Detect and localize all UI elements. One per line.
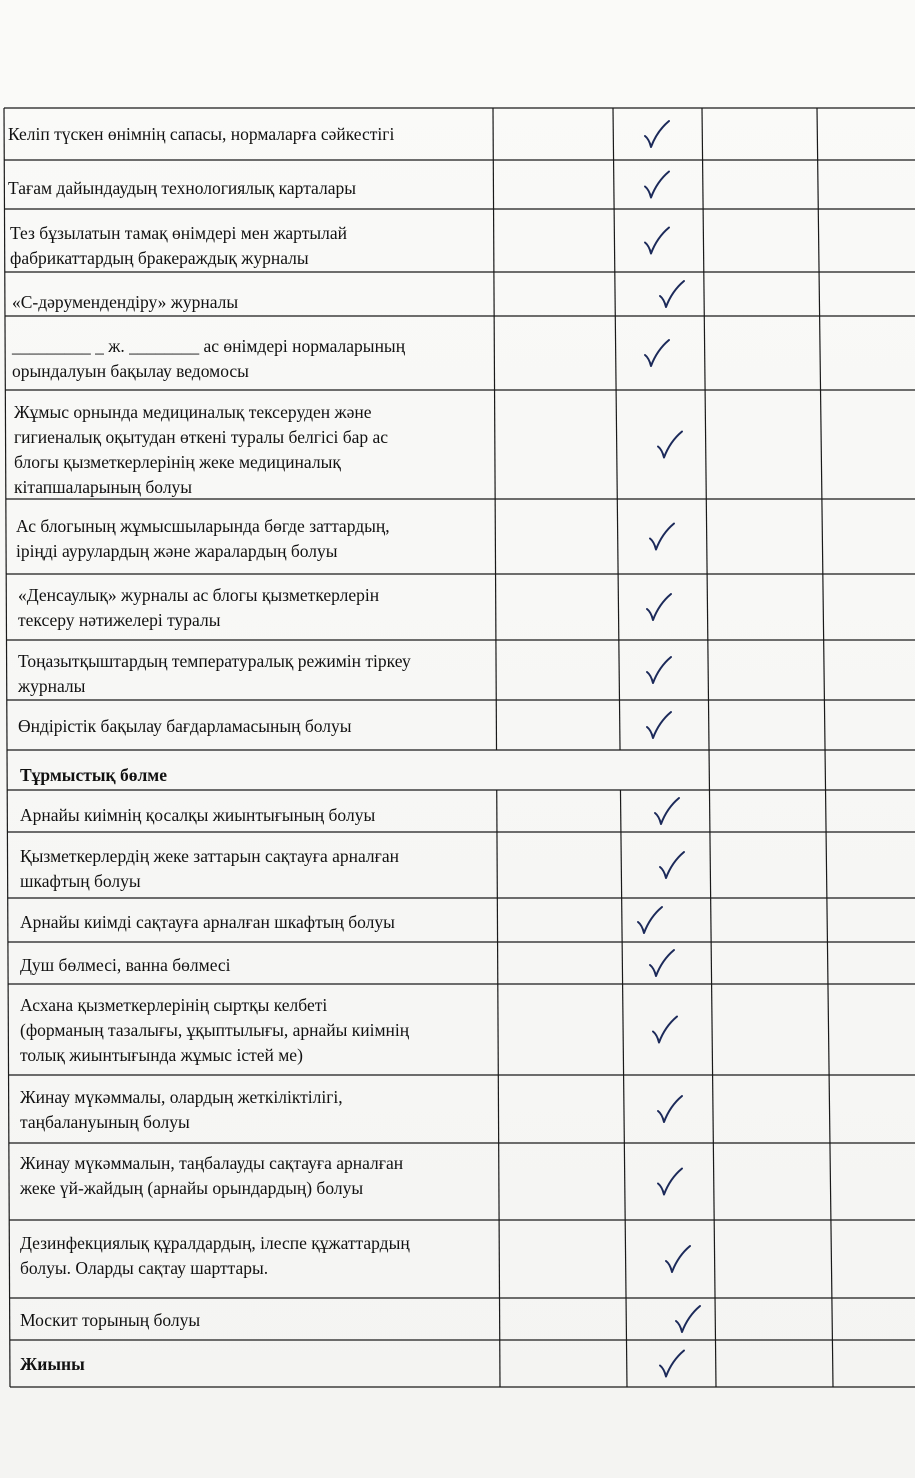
- row-text: Келіп түскен өнімнің сапасы, нормаларға сәйкестігі: [8, 124, 395, 144]
- table-rule: [704, 316, 705, 390]
- row-text-line: гигиеналық оқытудан өткені туралы белгісі бар ас: [14, 427, 389, 447]
- table-rule: [824, 700, 825, 750]
- checkmark-icon: [658, 1169, 682, 1195]
- table-rule: [820, 316, 821, 390]
- checkmark-icon: [658, 1096, 682, 1122]
- table-rule: [822, 499, 823, 574]
- table-rule: [703, 209, 704, 272]
- row-text: Арнайы киімнің қосалқы жиынтығының болуы: [20, 805, 376, 825]
- row-text-line: шкафтың болуы: [20, 871, 141, 891]
- row-text-line: кітапшаларының болуы: [14, 477, 193, 497]
- row-text-line: болуы. Оларды сақтау шарттары.: [20, 1258, 269, 1278]
- checkmark-icon: [666, 1246, 690, 1272]
- table-rule: [825, 750, 826, 790]
- table-rule: [5, 390, 6, 499]
- checkmark-icon: [676, 1306, 700, 1332]
- checkmark-icon: [647, 594, 671, 620]
- row-text-line: Жинау мүкәммалын, таңбалауды сақтауға арналған: [20, 1153, 404, 1173]
- table-rule: [712, 984, 713, 1075]
- table-rule: [818, 160, 819, 209]
- row-text: Өндірістік бақылау бағдарламасының болуы: [18, 716, 352, 736]
- row-text-line: блогы қызметкерлерінің жеке медициналық: [14, 452, 341, 472]
- table-rule: [618, 574, 619, 640]
- table-rule: [710, 832, 711, 898]
- checkmark-icon: [647, 657, 671, 683]
- checkmark-icon: [658, 432, 682, 458]
- row-text-line: «Денсаулық» журналы ас блогы қызметкерлерін: [18, 585, 380, 605]
- table-rule: [619, 640, 620, 700]
- row-text-line: іріңді аурулардың және жаралардың болуы: [16, 541, 338, 561]
- table-rule: [714, 1220, 715, 1298]
- table-rule: [614, 160, 615, 209]
- table-rule: [818, 209, 819, 272]
- checkmark-icon: [660, 281, 684, 307]
- table-rule: [626, 1340, 627, 1387]
- table-rule: [819, 272, 820, 316]
- row-text-line: журналы: [18, 676, 86, 696]
- table-rule: [824, 640, 825, 700]
- table-rule: [619, 700, 620, 750]
- table-rule: [615, 316, 616, 390]
- row-text-line: орындалуын бақылау ведомосы: [12, 361, 249, 381]
- table-rule: [617, 499, 618, 574]
- table-rule: [495, 390, 496, 499]
- row-text: Арнайы киімді сақтауға арналған шкафтың болуы: [20, 912, 395, 932]
- table-rule: [708, 640, 709, 700]
- checkmark-icon: [655, 798, 679, 824]
- row-text-line: жеке үй-жайдың (арнайы орындардың) болуы: [20, 1178, 364, 1198]
- row-text-line: Жұмыс орнында медициналық тексеруден және: [14, 402, 372, 422]
- checkmark-icon: [653, 1017, 677, 1043]
- table-rule: [830, 1143, 831, 1220]
- table-rule: [707, 574, 708, 640]
- table-rule: [715, 1340, 716, 1387]
- table-rule: [614, 209, 615, 272]
- row-text-line: Жинау мүкәммалы, олардың жеткіліктілігі,: [20, 1087, 343, 1107]
- table-rule: [625, 1220, 626, 1298]
- table-rule: [705, 390, 706, 499]
- row-text-line: Асхана қызметкерлерінің сыртқы келбеті: [20, 995, 328, 1015]
- row-text-line: толық жиынтығында жұмыс істей ме): [20, 1045, 303, 1065]
- checkmark-icon: [660, 852, 684, 878]
- row-text-line: (форманың тазалығы, ұқыптылығы, арнайы киімнің: [20, 1020, 410, 1040]
- table-rule: [829, 1075, 830, 1143]
- total-label: Жиыны: [20, 1354, 85, 1374]
- table-rule: [702, 108, 703, 160]
- row-text: Душ бөлмесі, ванна бөлмесі: [20, 955, 231, 975]
- section-title: Тұрмыстық бөлме: [20, 765, 167, 785]
- row-text-line: тексеру нәтижелері туралы: [18, 610, 221, 630]
- checkmark-icon: [645, 228, 669, 254]
- row-text-line: таңбалануының болуы: [20, 1112, 190, 1132]
- table-rule: [826, 832, 827, 898]
- row-text-line: фабрикаттардың бракераждық журналы: [10, 248, 309, 268]
- table-rule: [827, 898, 828, 942]
- checkmark-icon: [645, 340, 669, 366]
- row-text: «С-дәрумендендіру» журналы: [12, 292, 239, 312]
- row-text-line: Тоңазытқыштардың температуралық режимін тіркеу: [18, 651, 411, 671]
- table-rule: [817, 108, 818, 160]
- table-rule: [826, 790, 827, 832]
- table-rule: [613, 108, 614, 160]
- row-text-line: Дезинфекциялық құралдардың, ілеспе құжаттардың: [20, 1233, 410, 1253]
- row-text-line: Ас блогының жұмысшыларында бөгде заттардың,: [16, 516, 390, 536]
- checkmark-icon: [638, 907, 662, 933]
- table-rule: [616, 390, 617, 499]
- row-text-line: Тез бұзылатын тамақ өнімдері мен жартылай: [10, 223, 347, 243]
- checkmark-icon: [647, 712, 671, 738]
- table-rule: [703, 160, 704, 209]
- table-rule: [624, 1143, 625, 1220]
- checkmark-icon: [650, 524, 674, 550]
- table-rule: [624, 1075, 625, 1143]
- table-rule: [828, 984, 829, 1075]
- table-rule: [713, 1075, 714, 1143]
- checkmark-icon: [645, 121, 669, 147]
- checkmark-icon: [645, 172, 669, 198]
- table-rule: [713, 1143, 714, 1220]
- table-rule: [823, 574, 824, 640]
- table-rule: [706, 499, 707, 574]
- table-rule: [832, 1298, 833, 1340]
- checkmark-icon: [660, 1351, 684, 1377]
- table-rule: [827, 942, 828, 984]
- table-rule: [708, 700, 709, 750]
- table-rule: [621, 832, 622, 898]
- table-rule: [832, 1340, 833, 1387]
- table-rule: [831, 1220, 832, 1298]
- row-text-line: Қызметкерлердің жеке заттарын сақтауға арналған: [20, 846, 399, 866]
- table-rule: [623, 984, 624, 1075]
- row-text-line: _________ _ ж. ________ ас өнімдері нормаларының: [12, 336, 406, 356]
- checkmark-icon: [650, 950, 674, 976]
- row-text: Тағам дайындаудың технологиялық карталары: [8, 178, 356, 198]
- row-text: Москит торының болуы: [20, 1310, 201, 1330]
- table-rule: [821, 390, 822, 499]
